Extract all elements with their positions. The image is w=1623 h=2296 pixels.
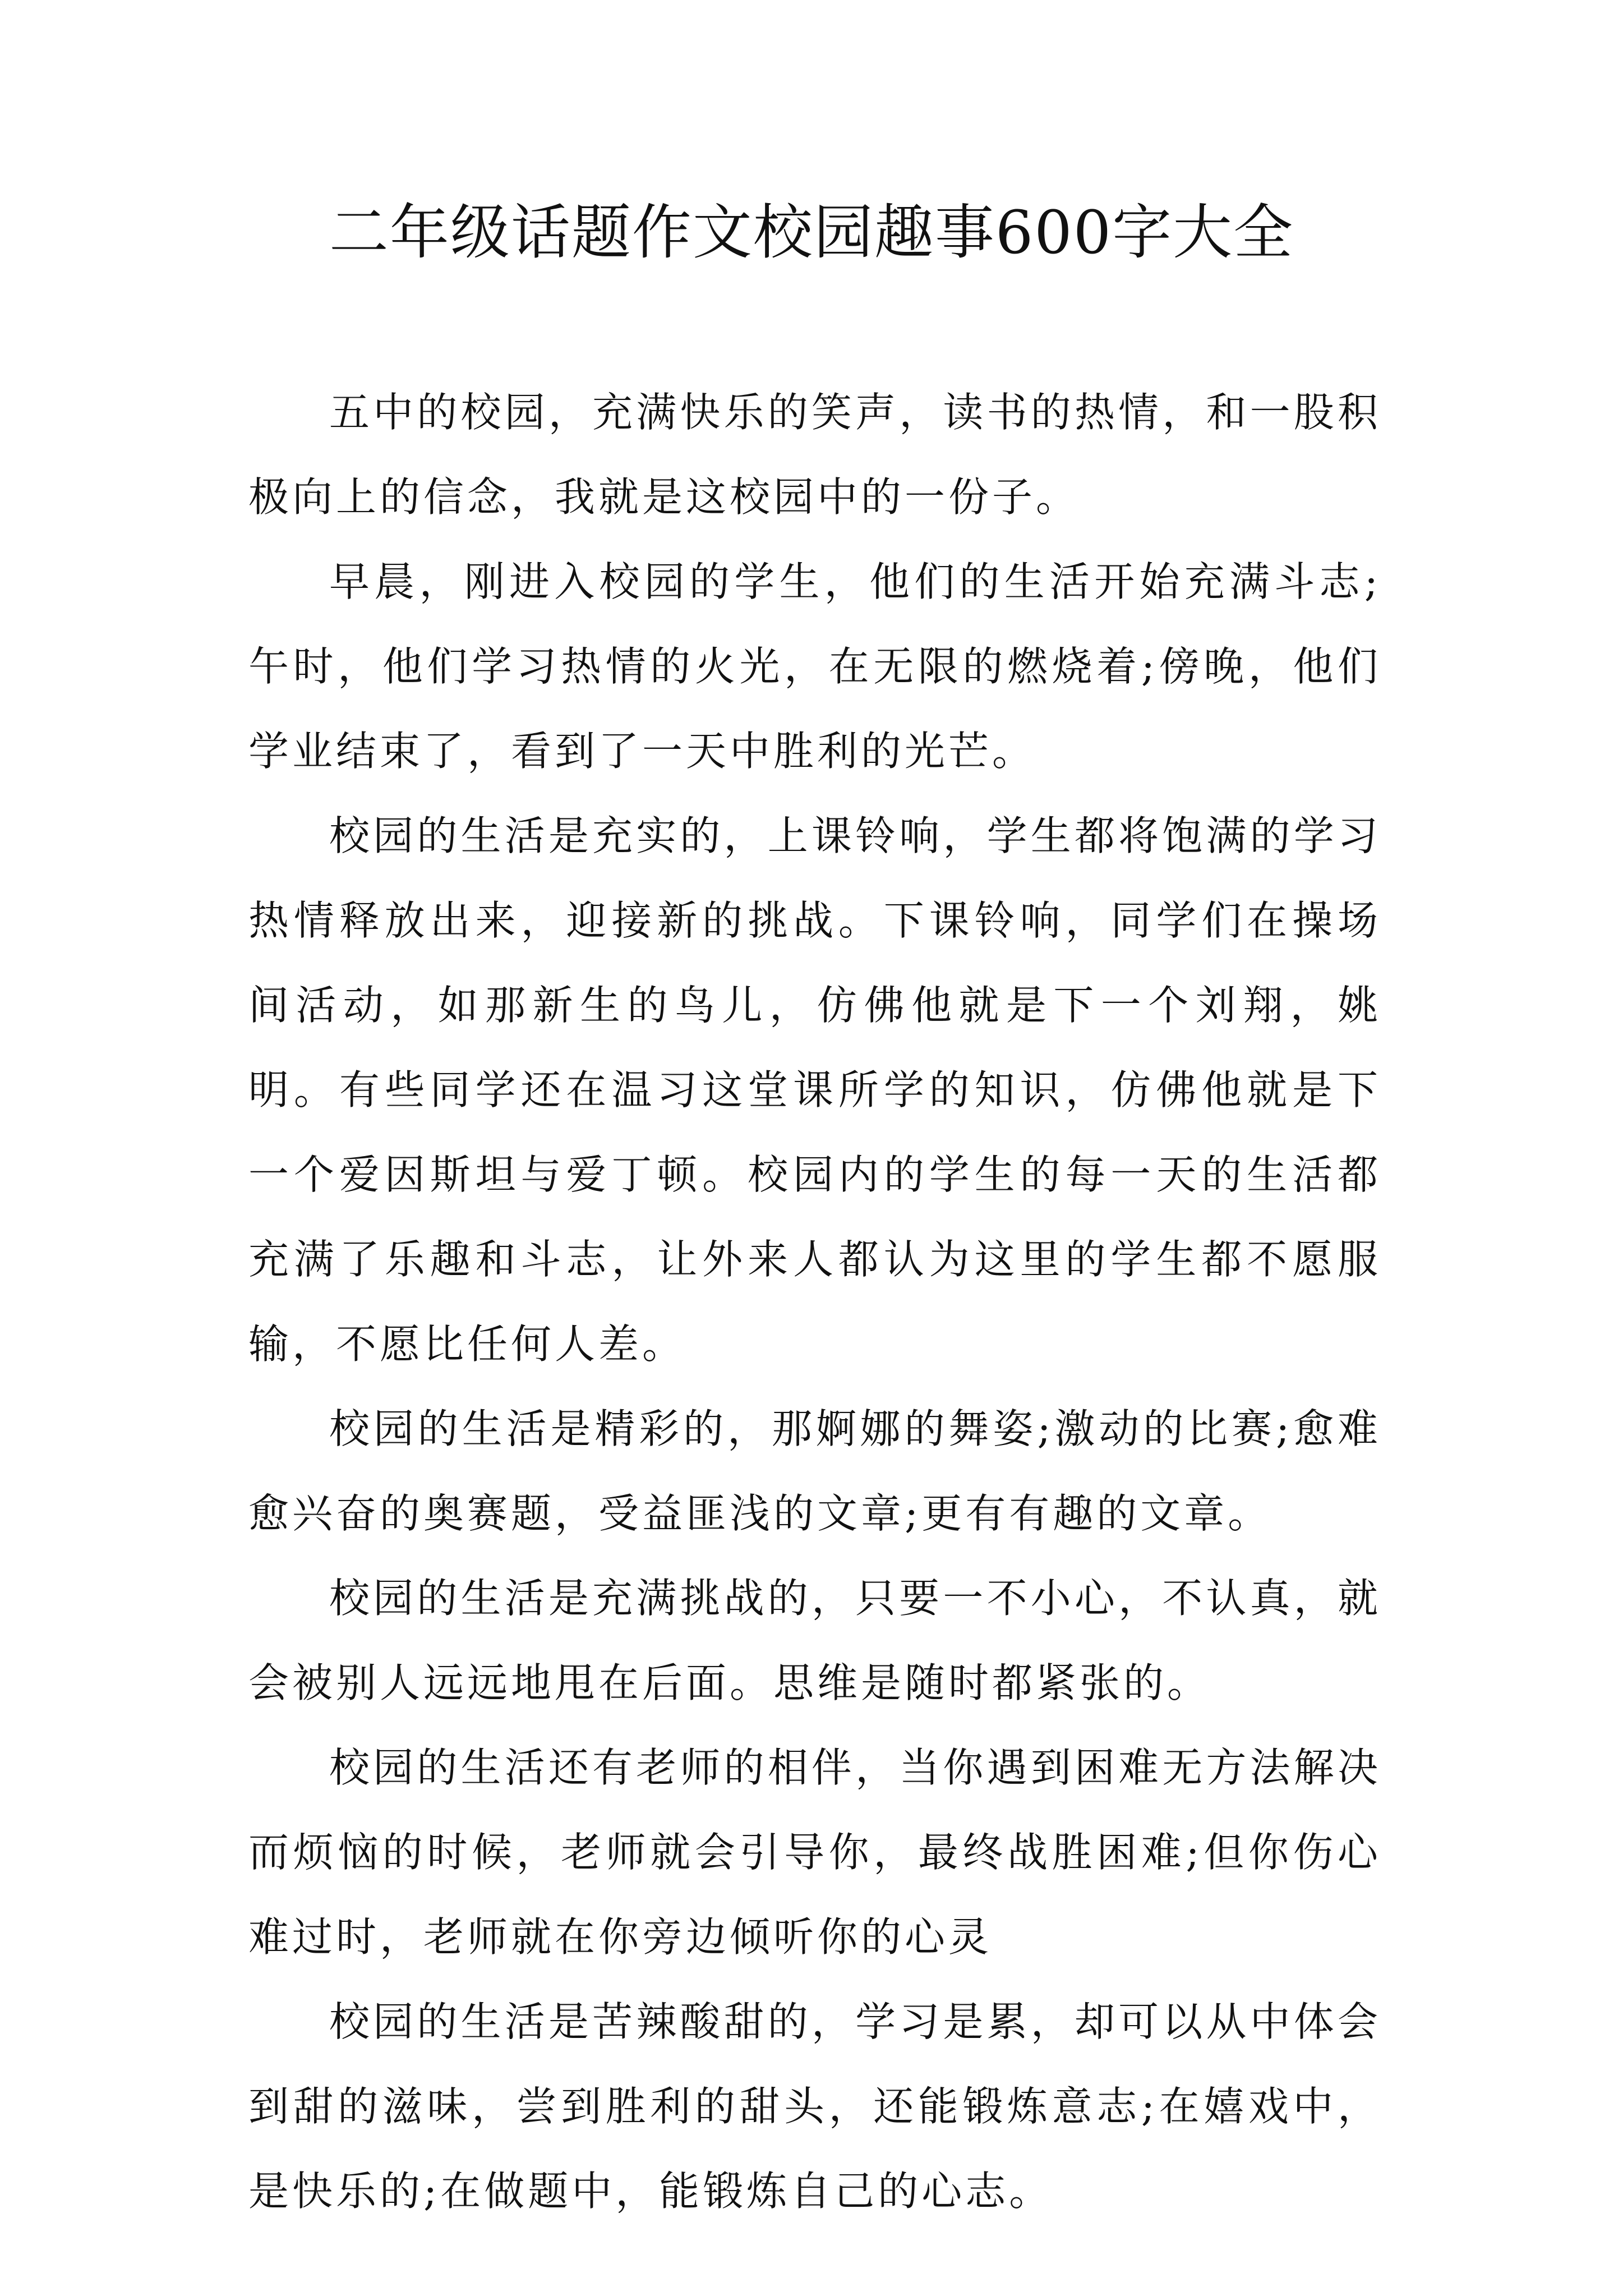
paragraph-1: 五中的校园，充满快乐的笑声，读书的热情，和一股积极向上的信念，我就是这校园中的一份子。	[248, 389, 1381, 521]
paragraph-3: 校园的生活是充实的，上课铃响，学生都将饱满的学习热情释放出来，迎接新的挑战。下课铃响，同学们在操场间活动，如那新生的鸟儿，仿佛他就是下一个刘翔，姚明。有些同学还在温习这堂课所学的知识，仿佛他就是下一个爱因斯坦与爱丁顿。校园内的学生的每一天的生活都充满了乐趣和斗志，让外来人都认为这里的学生都不愿服输，不愿比任何人差。	[248, 812, 1381, 1368]
document-body	[248, 370, 1381, 2234]
paragraph-6: 校园的生活还有老师的相伴，当你遇到困难无方法解决而烦恼的时候，老师就会引导你，最终战胜困难;但你伤心难过时，老师就在你旁边倾听你的心灵	[248, 1744, 1381, 1961]
paragraph-4: 校园的生活是精彩的，那婀娜的舞姿;激动的比赛;愈难愈兴奋的奥赛题，受益匪浅的文章;更有有趣的文章。	[248, 1405, 1381, 1537]
paragraph-5: 校园的生活是充满挑战的，只要一不小心，不认真，就会被别人远远地甩在后面。思维是随时都紧张的。	[248, 1575, 1381, 1706]
paragraph-7: 校园的生活是苦辣酸甜的，学习是累，却可以从中体会到甜的滋味，尝到胜利的甜头，还能锻炼意志;在嬉戏中，是快乐的;在做题中，能锻炼自己的心志。	[248, 1998, 1381, 2215]
paragraph-2: 早晨，刚进入校园的学生，他们的生活开始充满斗志;午时，他们学习热情的火光，在无限的燃烧着;傍晚，他们学业结束了，看到了一天中胜利的光芒。	[248, 558, 1381, 775]
document-title: 二年级话题作文校园趣事600字大全	[329, 198, 1294, 267]
